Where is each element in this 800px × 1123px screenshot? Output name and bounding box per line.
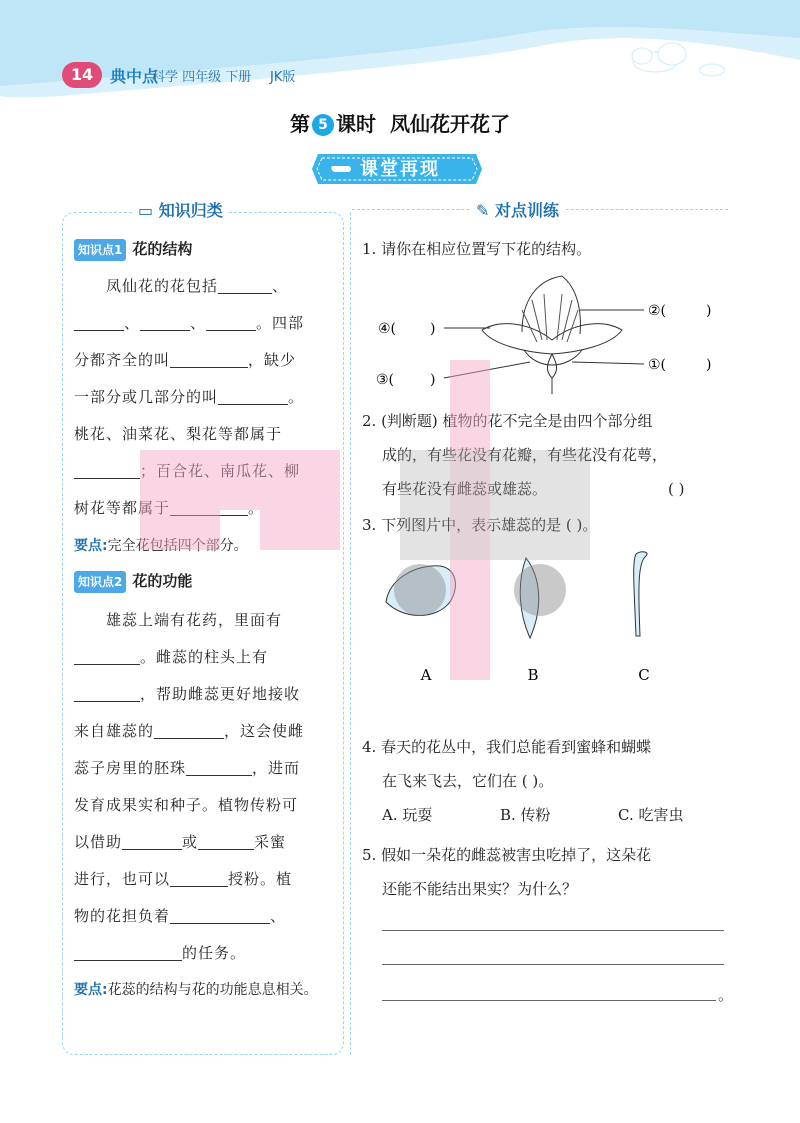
q2-line: [362, 472, 742, 506]
label-4-close: ): [430, 321, 436, 337]
blank[interactable]: [170, 498, 248, 516]
kp1-text: 、: [190, 314, 207, 332]
q2-line: 成的，有些花没有花瓣，有些花没有花萼，: [382, 446, 668, 464]
header-wave-decoration: [0, 0, 800, 108]
ovary-shape: [547, 354, 556, 378]
lesson-title: [0, 108, 800, 137]
kp1-text: 。: [288, 388, 305, 406]
knowledge-heading: [132, 198, 229, 221]
lesson-suffix: 课时: [336, 112, 377, 136]
label-3-close: ): [430, 372, 436, 388]
label-1: ①(: [648, 357, 667, 373]
kp2-text: 蕊子房里的胚珠: [74, 759, 187, 777]
kp2-text: 采蜜: [254, 833, 287, 851]
kp2-text: 发育成果实和种子。植物传粉可: [74, 796, 299, 814]
kp2-text: 以借助: [74, 833, 123, 851]
blank[interactable]: [170, 869, 228, 887]
q5-line: 5. 假如一朵花的雌蕊被害虫吃掉了，这朵花: [362, 846, 652, 864]
blank[interactable]: [74, 647, 140, 665]
subject-label: 科学 四年级 下册: [152, 70, 252, 85]
question-4: [362, 730, 742, 798]
question-2: [362, 404, 742, 506]
kp2-body: [74, 602, 338, 972]
blank[interactable]: [122, 832, 182, 850]
kp2-text: 的任务。: [182, 944, 247, 962]
option-b-sepal: [520, 558, 539, 638]
blank[interactable]: [170, 350, 248, 368]
kp1-text: 分都齐全的叫: [74, 351, 171, 369]
blank[interactable]: [218, 387, 288, 405]
edit-icon: ✎: [476, 201, 490, 220]
blank[interactable]: [198, 832, 254, 850]
kp1-text: ，缺少: [248, 351, 297, 369]
kp2-text: ，帮助雌蕊更好地接收: [140, 685, 301, 703]
section-banner-text: 课堂再现: [360, 159, 440, 180]
kp1-title: 花的结构: [132, 240, 193, 258]
q2-line: 2. (判断题) 植物的花不完全是由四个部分组: [362, 412, 653, 430]
blank[interactable]: [186, 758, 252, 776]
kp2-text: 雄蕊上端有花药，里面有: [106, 611, 283, 629]
kp1-note: [74, 528, 344, 564]
question-3-options: [380, 546, 710, 696]
q4-line: 在飞来飞去，它们在 ( )。: [382, 772, 554, 790]
note-text: 完全花包括四个部分。: [107, 538, 248, 554]
blank[interactable]: [74, 943, 182, 961]
kp1-text: 。四部: [256, 314, 305, 332]
blank[interactable]: [206, 313, 256, 331]
kp2-text: 来自雄蕊的: [74, 722, 155, 740]
blank[interactable]: [74, 684, 140, 702]
kp2-tag: 知识点2: [74, 571, 126, 593]
kp1-text: ；百合花、南瓜花、柳: [140, 462, 301, 480]
label-3: ③(: [376, 372, 395, 388]
note-label: 要点:: [74, 538, 108, 554]
question-1: 1. 请你在相应位置写下花的结构。: [362, 240, 592, 258]
kp1-body: [74, 268, 338, 527]
kp1-text: 桃花、油菜花、梨花等都属于: [74, 425, 283, 443]
kp1-text: 、: [124, 314, 141, 332]
page-number: 14: [62, 62, 102, 88]
choice-c[interactable]: C. 吃害虫: [618, 806, 684, 824]
kp2-text: ，进而: [252, 759, 301, 777]
lesson-name: 凤仙花开花了: [389, 112, 510, 136]
end-mark: 。: [718, 986, 734, 1004]
blank[interactable]: [74, 461, 140, 479]
kp2-text: ，这会使雌: [224, 722, 305, 740]
option-a-petal: [386, 566, 455, 616]
flower-structure-diagram: [372, 270, 732, 398]
folder-icon: ▭: [138, 201, 154, 220]
option-b-label: B: [527, 666, 539, 684]
option-a-label: A: [420, 666, 432, 684]
column-divider: [350, 212, 351, 1055]
knowledge-point-2: [74, 570, 192, 592]
blank[interactable]: [170, 906, 270, 924]
lesson-number-badge: 5: [312, 114, 334, 136]
q4-line: 4. 春天的花丛中，我们总能看到蜜蜂和蝴蝶: [362, 738, 652, 756]
note-label: 要点:: [74, 982, 108, 998]
kp2-text: 。雌蕊的柱头上有: [140, 648, 269, 666]
kp2-text: 进行，也可以: [74, 870, 171, 888]
choice-b[interactable]: B. 传粉: [500, 806, 551, 824]
blank[interactable]: [218, 276, 272, 294]
upper-petal: [522, 276, 580, 334]
question-5: [362, 838, 742, 906]
blank[interactable]: [74, 313, 124, 331]
kp1-text: 。: [248, 499, 265, 517]
kp1-tag: 知识点1: [74, 239, 126, 261]
kp1-text: 凤仙花的花包括: [106, 277, 219, 295]
kp2-text: 授粉。植: [228, 870, 293, 888]
label-2-close: ): [706, 303, 712, 319]
knowledge-heading-text: 知识归类: [158, 201, 223, 220]
question-4-choices: [382, 804, 742, 825]
q2-text: 有些花没有雌蕊或雄蕊。: [382, 480, 548, 498]
petal-shape: [482, 324, 622, 354]
option-c-label: C: [638, 666, 650, 684]
q5-line: 还能不能结出果实？为什么？: [382, 880, 578, 898]
answer-line[interactable]: [382, 930, 724, 931]
question-3: 3. 下列图片中，表示雄蕊的是 ( )。: [362, 516, 598, 534]
answer-line[interactable]: [382, 1000, 716, 1001]
kp2-text: 、: [270, 907, 287, 925]
note-text: 花蕊的结构与花的功能息息相关。: [107, 982, 318, 998]
practice-heading-text: 对点训练: [494, 201, 559, 220]
kp1-text: 、: [272, 277, 289, 295]
knowledge-point-1: [74, 238, 192, 260]
kp2-note: [74, 972, 344, 1008]
edition-label: JK版: [270, 70, 296, 85]
page-header: [0, 0, 800, 108]
label-1-close: ): [706, 357, 712, 373]
answer-paren[interactable]: ( ): [668, 480, 685, 498]
blank[interactable]: [140, 313, 190, 331]
practice-heading: [470, 198, 565, 221]
kp2-title: 花的功能: [132, 572, 193, 590]
blank[interactable]: [154, 721, 224, 739]
kp1-text: 树花等都属于: [74, 499, 171, 517]
option-c-stamen: [634, 552, 647, 636]
label-2: ②(: [648, 303, 667, 319]
choice-a[interactable]: A. 玩耍: [382, 806, 433, 824]
brand-logo: 典中点: [110, 67, 159, 86]
kp1-text: 一部分或几部分的叫: [74, 388, 219, 406]
cloud-icon: [632, 43, 724, 76]
label-4: ④(: [378, 321, 397, 337]
kp2-text: 或: [182, 833, 199, 851]
kp2-text: 物的花担负着: [74, 907, 171, 925]
answer-line[interactable]: [382, 964, 724, 965]
lesson-prefix: 第: [290, 112, 311, 136]
